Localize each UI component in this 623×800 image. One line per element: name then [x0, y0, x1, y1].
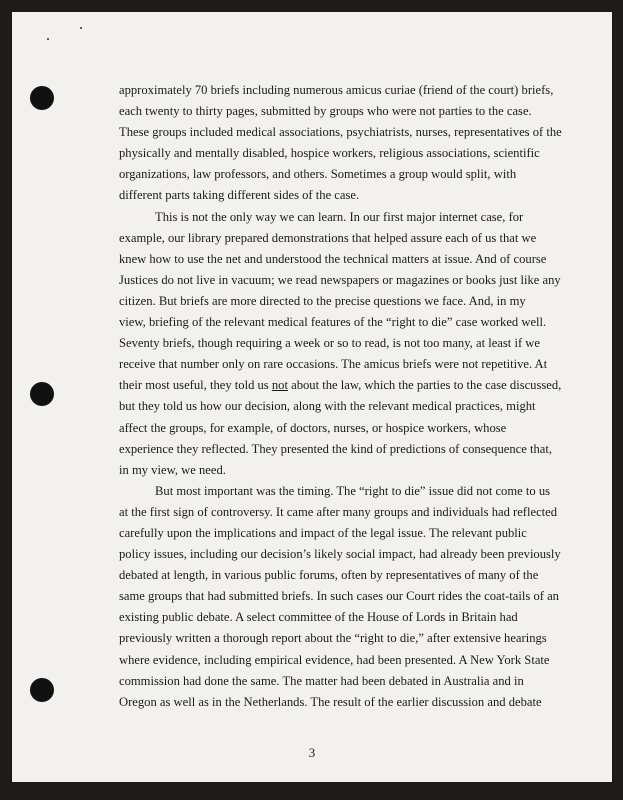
text-line: previously written a thorough report about the “right to die,” after extensive hearings	[119, 631, 547, 646]
text-line: citizen. But briefs are more directed to the precise questions we face. And, in my	[119, 293, 526, 308]
text-line: policy issues, including our decision’s likely social impact, had already been previously	[119, 547, 561, 562]
page-number: 3	[308, 745, 316, 760]
text-line: but they told us how our decision, along with the relevant medical practices, might	[119, 399, 536, 414]
document-page	[12, 12, 612, 782]
paragraph	[119, 207, 562, 481]
punch-hole-middle	[30, 382, 54, 406]
text-line: different parts taking different sides of the case.	[119, 188, 360, 203]
text-line: in my view, we need.	[119, 462, 226, 477]
text-line: each twenty to thirty pages, submitted by groups who were not parties to the case.	[119, 104, 532, 119]
text-line: knew how to use the net and understood the technical matters at issue. And of course	[119, 251, 547, 266]
text-line: But most important was the timing. The “right to die” issue did not come to us	[155, 483, 551, 498]
text-line: debated at length, in various public forums, often by representatives of many of the	[119, 568, 539, 583]
text-line: organizations, law professors, and others. Sometimes a group would split, with	[119, 167, 517, 182]
punch-hole-top	[30, 86, 54, 110]
text-line: example, our library prepared demonstrations that helped assure each of us that we	[119, 230, 537, 245]
text-line: approximately 70 briefs including numerous amicus curiae (friend of the court) briefs,	[119, 83, 554, 97]
text-line: where evidence, including empirical evidence, had been presented. A New York State	[119, 652, 550, 667]
text-line: experience they reflected. They presented the kind of predictions of consequence that,	[119, 441, 553, 456]
text-line: physically and mentally disabled, hospice workers, religious associations, scientific	[119, 146, 540, 161]
text-line: Justices do not live in vacuum; we read newspapers or magazines or books just like any	[119, 272, 561, 287]
text-line: carefully upon the implications and impact of the legal issue. The relevant public	[119, 525, 527, 540]
text-line: existing public debate. A select committee of the House of Lords in Britain had	[119, 610, 518, 625]
text-line: Seventy briefs, though requiring a week or so to read, is not too many, at least if we	[119, 336, 540, 351]
paragraph	[119, 80, 562, 207]
text-line: same groups that had submitted briefs. In such cases our Court rides the coat-tails of an	[119, 589, 559, 604]
paragraph	[119, 481, 561, 713]
text-line: affect the groups, for example, of doctors, nurses, or hospice workers, whose	[119, 420, 507, 435]
text-line: view, briefing of the relevant medical features of the “right to die” case worked well.	[119, 315, 547, 330]
text-line: receive that number only on rare occasions. The amicus briefs were not repetitive. At	[119, 357, 548, 372]
text-line: This is not the only way we can learn. In our first major internet case, for	[155, 209, 524, 224]
body-text	[119, 80, 562, 713]
text-line: These groups included medical associations, psychiatrists, nurses, representatives of the	[119, 125, 562, 140]
underlined-word: not	[271, 378, 288, 393]
text-line: at the first sign of controversy. It came after many groups and individuals had reflected	[119, 504, 558, 519]
page-speck	[80, 27, 82, 29]
punch-hole-bottom	[30, 678, 54, 702]
page-speck	[47, 38, 49, 40]
text-line: their most useful, they told us not about the law, which the parties to the case discussed,	[119, 378, 562, 393]
text-line: Oregon as well as in the Netherlands. The result of the earlier discussion and debate	[119, 694, 542, 709]
text-line: commission had done the same. The matter had been debated in Australia and in	[119, 673, 524, 688]
